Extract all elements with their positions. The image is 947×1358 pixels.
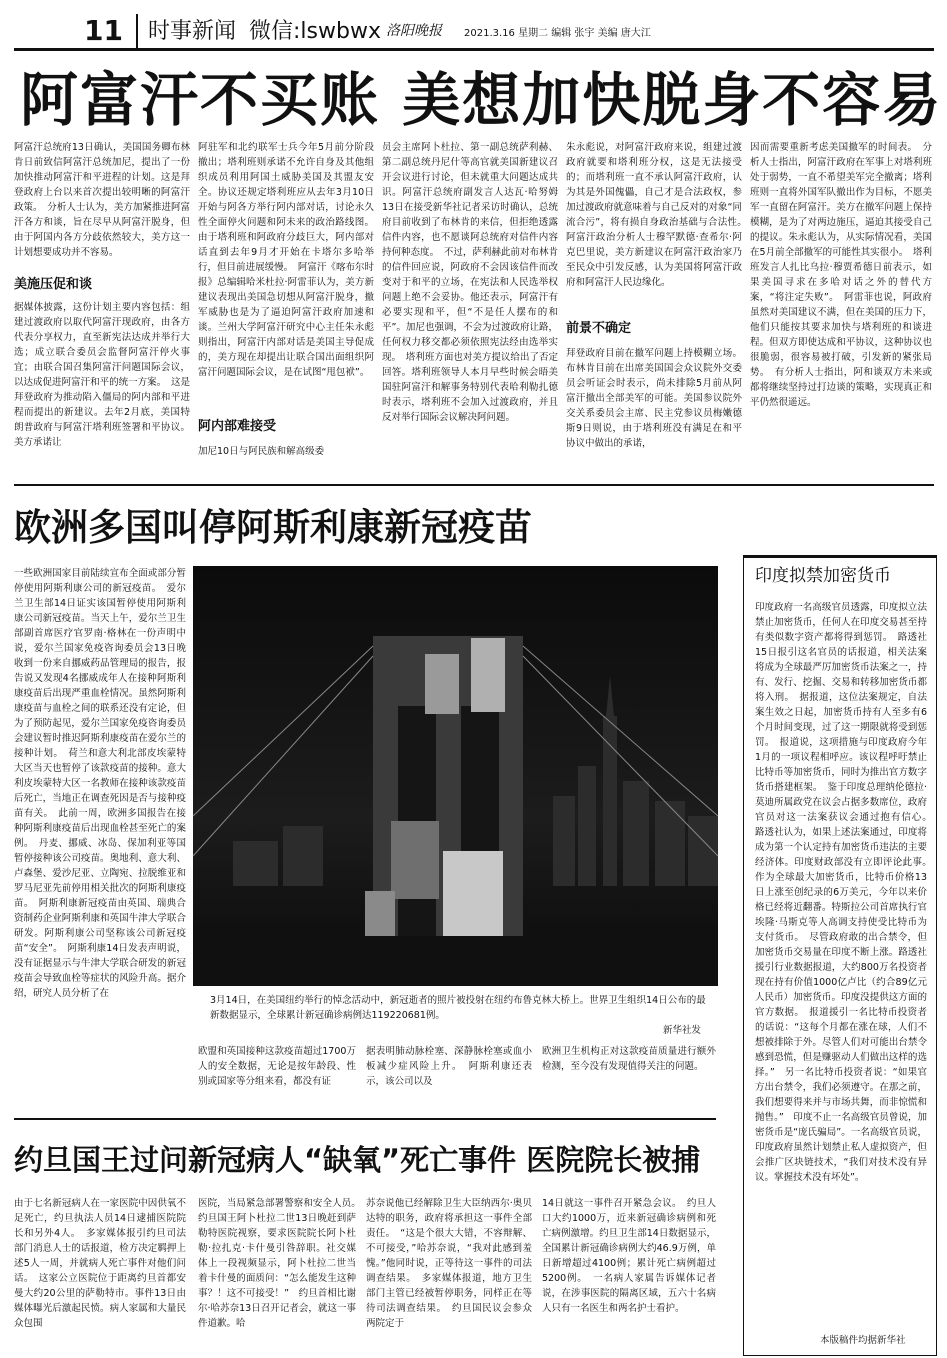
story1-subhead-2: 阿内部难接受 [198, 419, 277, 434]
newspaper-logo: 洛阳晚报 [386, 23, 442, 39]
story1-col2b: 加尼10日与阿民族和解高级委 [198, 446, 325, 457]
story3-col2: 医院，当局紧急部署警察和安全人员。 约旦国王阿卜杜拉二世13日晚赶到萨勒特医院视察，要求医院院长阿卜杜勒·拉扎克·卡什曼引咎辞职。社交媒体上一段视频显示，阿卜杜拉二世当着卡什曼的面质问：“怎么能发生这种事？！这不可接受！” 约旦首相比谢尔·哈苏奈13日召开记者会，就这一事件道歉。哈 [198, 1198, 366, 1329]
source-note: 本版稿件均据新华社 [820, 1335, 906, 1346]
photo-caption: 3月14日，在美国纽约举行的悼念活动中，新冠逝者的照片被投射在纽约布鲁克林大桥上。世界卫生组织14日公布的最新数据显示，全球累计新冠确诊病例达119220681例。 [210, 995, 706, 1021]
story1-col4b: 拜登政府目前在撤军问题上持模糊立场。布林肯目前在出席美国国会众议院外交委员会听证会时表示，尚未排除5月前从阿富汗撤出全部美军的可能。美国参议院外交关系委员会主席、民主党参议员梅嫩德斯9日则说，由于塔利班没有满足在和平协议中做出的承诺， [566, 348, 742, 449]
story1-col3: 员会主席阿卜杜拉、第一副总统萨利赫、第二副总统丹尼什等高官就美国新建议召开会议进行讨论，但未就重大问题达成共识。阿富汗总统府副发言人达瓦·哈努姆13日在接受新华社记者采访时确认，总统府目前收到了布林肯的来信，但拒绝透露信件内容，也不愿谈阿总统府对信件内容持何种态度。 不过，萨利赫此前对布林肯的信件回应说，阿政府不会因该信件而改变对于和平的立场，在宪法和人民选举权问题上绝不会妥协。他还表示，阿富汗有必要实现和平，但“不是任人摆布的和平”。加尼也强调，不会为过渡政府让路，任何权力移交都必须依照宪法经由选举实现。 塔利班方面也对美方提议给出了否定回答。塔利班领导人本月早些时候会晤美国驻阿富汗和解事务特别代表哈利勒扎德时表示，塔利班不会加入过渡政府，并且反对举行国际会议解决阿问题。 [382, 142, 558, 423]
page-header [14, 14, 934, 51]
wechat-id: 微信:lswbwx [249, 19, 381, 44]
headline-afghanistan: 阿富汗不买账 美想加快脱身不容易 [20, 66, 943, 134]
sidebar-text: 印度政府一名高级官员透露，印度拟立法禁止加密货币，任何人在印度交易甚至持有类似数字资产都将得到惩罚。 路透社15日报引这名官员的话报道，相关法案将成为全球最严厉加密货币法案之一，持有、发行、挖掘、交易和转移加密货币都将入刑。 据报道，这位法案规定，自法案生效之日起，加密货币持有人至多有6个月时间变现，过了这一期限就将受到惩罚。 报道说，这项措施与印度政府今年1月的一项议程相呼应。该议程呼吁禁止比特币等加密货币，同时为推出官方数字货币搭建框架。 鉴于印度总理纳伦德拉·莫迪所属政党在议会占据多数席位，政府官员对这一法案获议会通过抱有信心。 路透社认为，如果上述法案通过，印度将成为第一个认定持有加密货币违法的主要经济体。印度财政部没有立即评论此事。 作为全球最大加密货币，比特币价格13日上涨至创纪录的6万美元，今年以来价格已经将近翻番。特斯拉公司首席执行官埃隆·马斯克等人高调支持使受比特币为支付货币。 尽管政府敢的出合禁令，但加密货币交易量在印度不断上涨。路透社援引行业数据报道，大约800万名投资者现在持有价值1000亿卢比（约合89亿元人民币）加密货币。印度没提供这方面的官方数据。 报道援引一名比特币投资者的话说：“这每个月都在涨在球，人们不想被排除于外。尽管人们对可能出台禁令感到恐慌，但是赚驱动人们做出这样的选择。” 另一名比特币投资者说：“如果官方出台禁令，我们必须遵守。在那之前，我们想要得来并与市场共舞，而非惊慌和抛售。” 印度不止一名高级官员曾说，加密货币是“庞氏骗局”。一名高级官员说，印度政府虽然计划禁止私人虚拟资产，但会推广区块链技术，“我们对技术没有异议。掌握技术没有坏处”。 [755, 602, 937, 1183]
headline-jordan: 约旦国王过问新冠病人“缺氧”死亡事件 医院院长被捕 [14, 1143, 701, 1177]
photo-credit: 新华社发 [663, 1025, 702, 1036]
story3-col1: 由于七名新冠病人在一家医院中因供氧不足死亡，约旦执法人员14日逮捕医院院长和另外4人。 多家媒体报引约旦司法部门消息人士的话报道，检方决定羁押上述5人一周，并就病人死亡事件对他们问话。 这家公立医院位于距离约旦首都安曼大约20公里的萨勒特市。事件13日由媒体曝光后激起民愤。病人家属和大量民众包围 [14, 1198, 186, 1329]
story3-col3: 苏奈说他已经解除卫生大臣纳西尔·奥贝达特的职务，政府将承担这一事件全部责任。 “这是个很大大错，不容辩解、不可接受，”哈苏奈说，“我对此感到羞愧。”他同时说，正等待这一事件的司法调查结果。 多家媒体报道，地方卫生部门主管已经被暂停职务，同样正在等待司法调查结果。 约旦国民议会参众两院定于 [366, 1198, 532, 1329]
story1-col5: 因而需要重新考虑美国撤军的时间表。 分析人士指出，阿富汗政府在军事上对塔利班处于弱势，一直不希望美军完全撤离；塔利班则一直将外国军队撤出作为目标，不愿美军一直留在阿富汗。美方在撤军问题上保持模糊，是为了对两边施压，逼迫其接受自己的提议。朱永彪认为，从实际情况看，美国在5月前全部撤军的可能性其实很小。 塔利班发言人扎比乌拉·穆贾希德日前表示，如果美国寻求在多哈对话之外的替代方案，“将注定失败”。 阿雷菲也说，阿政府虽然对美国建议不满，但在美国的压力下，他们只能按其要求加快与塔利班的和谈进程。但双方即使达成和平协议，这种协议也很脆弱，很容易被打破，引发新的紧张局势。 有分析人士指出，阿和谈双方未来或都将继续坚持过打边谈的策略，实现真正和平仍然很遥远。 [750, 142, 932, 408]
story3-col4: 14日就这一事件召开紧急会议。 约旦人口大约1000万，近来新冠确诊病例和死亡病例激增。约旦卫生部14日数据显示，全国累计新冠确诊病例大约46.9万例，单日新增超过4100例；累计死亡病例超过5200例。 一名病人家属告诉媒体记者说，在涉事医院的隔离区域，五六十名病人只有一名医生和两名护士看护。 [542, 1198, 716, 1314]
news-photo-brooklyn-bridge [193, 566, 718, 986]
story2-col1: 一些欧洲国家目前陆续宣布全面或部分暂停使用阿斯利康公司的新冠疫苗。 爱尔兰卫生部14日证实该国暂停使用阿斯利康公司新冠疫苗。当天上午，爱尔兰卫生部副首席医疗官罗南·格林在一份声明中说，爱尔兰国家免疫咨询委员会13日晚收到一份来自挪威药品管理局的报告，报告说又发现4名挪威成年人在接种阿斯利康疫苗后出现严重血栓情况。虽然阿斯利康疫苗与血栓之间的联系还没有定论，但为了预防起见，爱尔兰国家免疫咨询委员会建议暂时推迟阿斯利康疫苗在爱尔兰的接种计划。 荷兰和意大利北部皮埃蒙特大区当天也暂停了该款疫苗的接种。意大利皮埃蒙特大区一名教师在接种该款疫苗后死亡，当地正在调查死因是否与接种疫苗有关。 此前一周，欧洲多国报告在接种阿斯利康疫苗后出现血栓甚至死亡的案例。 丹麦、挪威、冰岛、保加利亚等国暂停接种该公司疫苗。奥地利、意大利、卢森堡、爱沙尼亚、立陶宛、拉脱维亚和罗马尼亚先前停用相关批次的阿斯利康疫苗。 阿斯利康新冠疫苗由英国、瑞典合资制药企业阿斯利康和英国牛津大学联合研发。阿斯利康公司坚称该公司新冠疫苗“安全”。 阿斯利康14日发表声明说，没有证据显示与牛津大学联合研发的新冠疫苗会导致血栓等症状的风险升高。据介绍，研究人员分析了在 [14, 568, 186, 999]
section-divider-2 [14, 1118, 716, 1120]
story2-col2: 欧盟和英国接种这款疫苗超过1700万人的安全数据，无论是按年龄段、性别或国家等分组来看，都没有证 [198, 1046, 356, 1087]
story2-col4: 欧洲卫生机构正对这款疫苗质量进行额外检测，至今没有发现值得关注的问题。 [542, 1046, 716, 1072]
photo-illustration [193, 566, 718, 986]
story1-subhead-1: 美施压促和谈 [14, 277, 93, 292]
headline-astrazeneca: 欧洲多国叫停阿斯利康新冠疫苗 [14, 506, 532, 549]
section-name: 时事新闻 [136, 14, 236, 50]
section-divider [14, 484, 934, 486]
date-line: 2021.3.16 星期二 编辑 张宇 美编 唐大江 [464, 28, 651, 39]
story1-col4a: 朱永彪说，对阿富汗政府来说，组建过渡政府就要和塔利班分权，这是无法接受的；而塔利班一直不承认阿富汗政府，认为其是外国傀儡，自己才是合法政权，参加过渡政府就意味着与自己反对的对象“同流合污”，将有损自身政治基础与合法性。 阿富汗政治分析人士穆罕默德·查希尔·阿克巴里说，美方新建议在阿富汗政治家乃至民众中引发反感，认为美国将阿富汗政府和阿富汗人民边缘化。 [566, 142, 752, 288]
page-number: 11 [84, 14, 123, 47]
story1-col1b: 据媒体披露，这份计划主要内容包括：组建过渡政府以取代阿富汗现政府，由各方代表分享权力，直至新宪法达成并举行大选；成立联合委员会监督阿富汗停火事宜；由联合国召集阿富汗问题国际会议，以达成促进阿富汗和平的统一方案。 这是拜登政府为推动陷入僵局的阿内部和平进程而提出的新建议。去年2月底，美国特朗普政府与阿富汗塔利班签署和平协议。美方承诺让 [14, 302, 190, 448]
story1-col1a: 阿富汗总统府13日确认，美国国务卿布林肯日前致信阿富汗总统加尼，提出了一份加快推动阿富汗和平进程的计划。这是拜登政府上台以来首次提出较明晰的阿富汗政策。 分析人士认为，美方加紧推进阿富汗各方和谈，旨在尽早从阿富汗脱身，但由于阿国内各方分歧依然较大，美方这一计划想要成功并不容易。 [14, 142, 190, 258]
story1-col2a: 阿驻军和北约联军士兵今年5月前分阶段撤出；塔利班则承诺不允许自身及其他组织成员利用阿国土威胁美国及其盟友安全。协议还规定塔利班应从去年3月10日开始与阿各方举行阿内部对话，讨论永久性全面停火问题和阿未来的政治路线图。由于塔利班和阿政府分歧巨大，阿内部对话直到去年9月才开始在卡塔尔多哈举行，但目前进展缓慢。 阿富汗《喀布尔时报》总编辑哈米杜拉·阿雷菲认为，美方新建议表现出美国急切想从阿富汗脱身，撤军威胁也是为了逼迫阿富汗政府加速和谈。兰州大学阿富汗研究中心主任朱永彪则指出，阿富汗内部对话是美国主导促成的，美方现在却提出让联合国出面组织阿富汗问题国际会议，是在试图“甩包袱”。 [198, 142, 374, 378]
story2-col3: 据表明肺动脉栓塞、深静脉栓塞或血小板减少症风险上升。 阿斯利康还表示，该公司以及 [366, 1046, 532, 1087]
sidebar-title: 印度拟禁加密货币 [755, 566, 891, 586]
story1-subhead-3: 前景不确定 [566, 321, 632, 336]
